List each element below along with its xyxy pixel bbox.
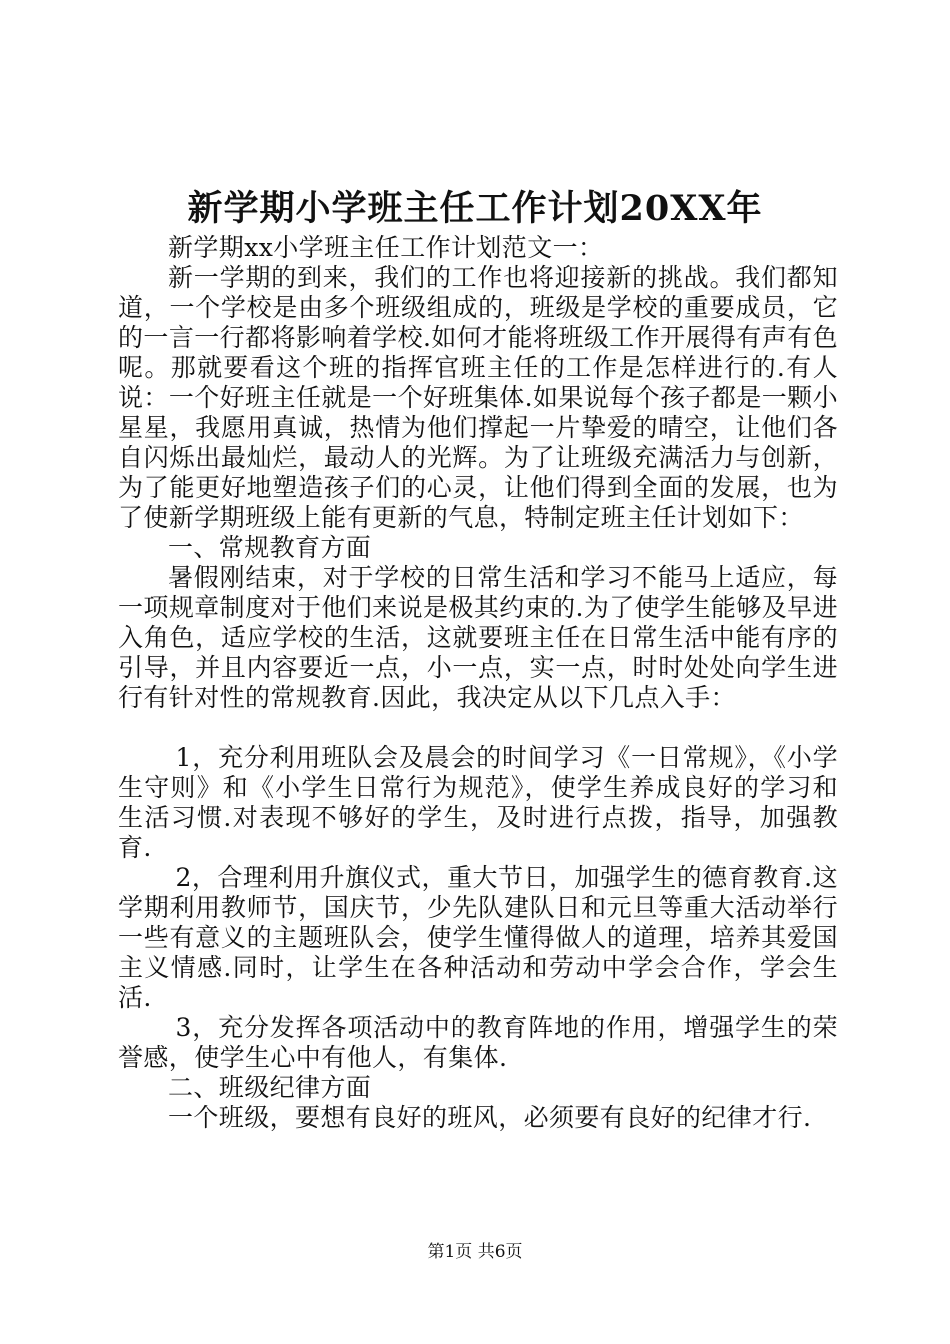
paragraph-routine: 暑假刚结束，对于学校的日常生活和学习不能马上适应，每一项规章制度对于他们来说是极其约束的.为了使学生能够及早进入角色，适应学校的生活，这就要班主任在日常生活中能有序的引导，并且内容要近一点，小一点，实一点，时时处处向学生进行有针对性的常规教育.因此，我决定从以下几点入手：: [118, 563, 838, 712]
intro-line: 新学期xx小学班主任工作计划范文一：: [168, 233, 604, 262]
page-number: 第1页 共6页: [427, 1242, 523, 1262]
list-item-2: 2，合理利用升旗仪式，重大节日，加强学生的德育教育.这学期利用教师节，国庆节，少先队建队日和元旦等重大活动举行一些有意义的主题班队会，使学生懂得做人的道理，培养其爱国主义情感.同时，让学生在各种活动和劳动中学会合作，学会生活.: [118, 863, 838, 1012]
paragraph-discipline: 一个班级，要想有良好的班风，必须要有良好的纪律才行.: [168, 1103, 812, 1132]
list-item-3: 3，充分发挥各项活动中的教育阵地的作用，增强学生的荣誉感，使学生心中有他人，有集体.: [118, 1013, 838, 1072]
list-item-1: 1，充分利用班队会及晨会的时间学习《一日常规》，《小学生守则》和《小学生日常行为规范》，使学生养成良好的学习和生活习惯.对表现不够好的学生，及时进行点拨，指导，加强教育.: [118, 743, 838, 862]
section-heading-discipline: 二、班级纪律方面: [168, 1073, 372, 1102]
document-title: 新学期小学班主任工作计划20XX年: [187, 188, 763, 229]
section-heading-routine: 一、常规教育方面: [168, 533, 372, 562]
document-body: [118, 233, 838, 1133]
paragraph-opening: 新一学期的到来，我们的工作也将迎接新的挑战。我们都知道，一个学校是由多个班级组成的，班级是学校的重要成员，它的一言一行都将影响着学校.如何才能将班级工作开展得有声有色呢。那就要看这个班的指挥官班主任的工作是怎样进行的.有人说：一个好班主任就是一个好班集体.如果说每个孩子都是一颗小星星，我愿用真诚，热情为他们撑起一片挚爱的晴空，让他们各自闪烁出最灿烂，最动人的光辉。为了让班级充满活力与创新，为了能更好地塑造孩子们的心灵，让他们得到全面的发展，也为了使新学期班级上能有更新的气息，特制定班主任计划如下：: [118, 263, 838, 532]
